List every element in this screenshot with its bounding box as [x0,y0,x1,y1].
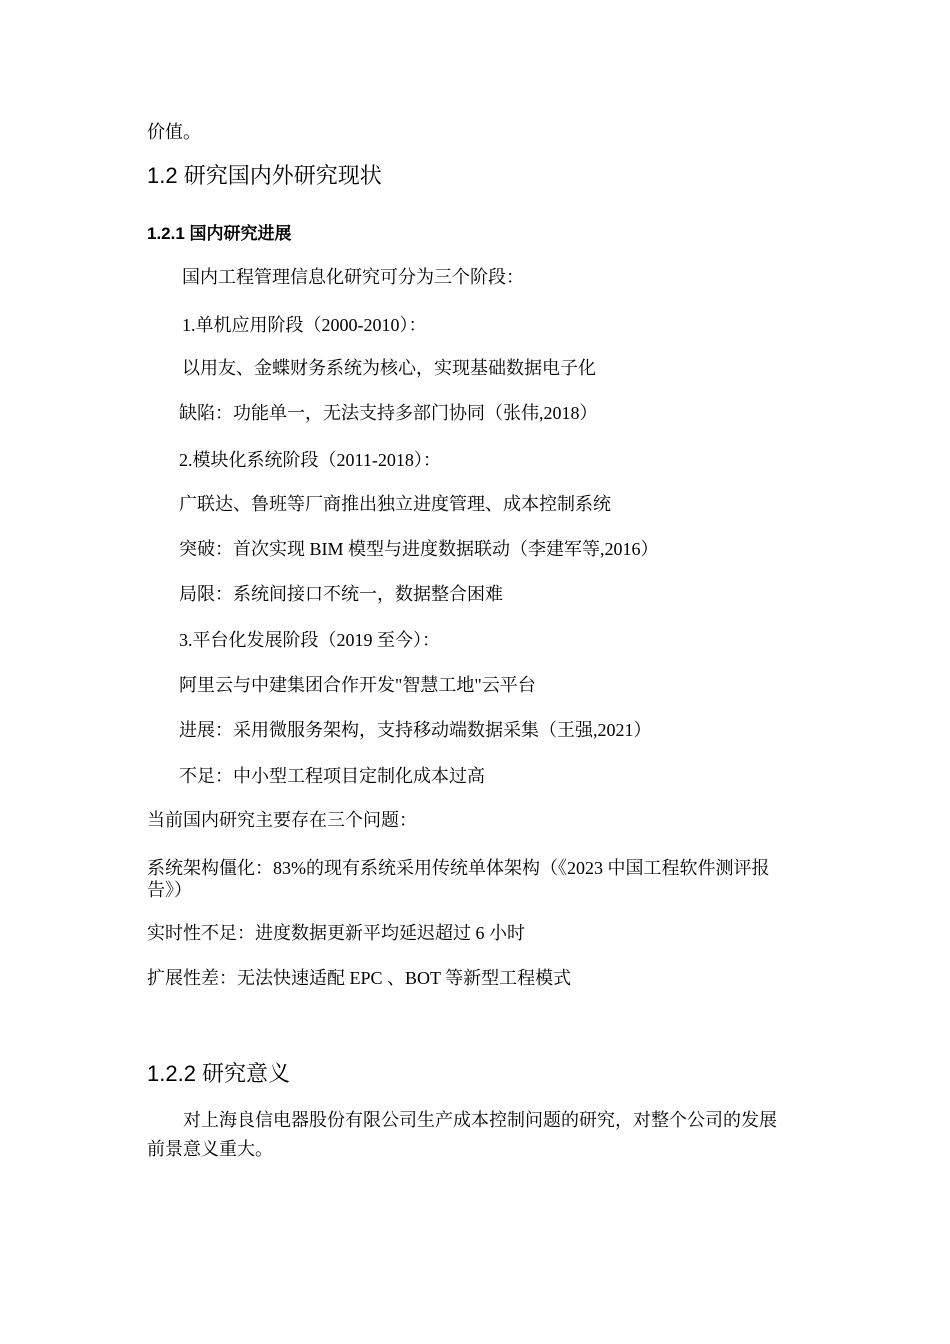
significance-paragraph: 对上海良信电器股份有限公司生产成本控制问题的研究，对整个公司的发展 前景意义重大。 [147,1110,777,1159]
stage1-item-1: 以用友、金蝶财务系统为核心，实现基础数据电子化 [182,358,596,378]
subsection-heading-1-2-1: 1.2.1 国内研究进展 [147,224,292,243]
problem-2: 实时性不足：进度数据更新平均延迟超过 6 小时 [147,923,525,943]
stage2-title: 2.模块化系统阶段（2011-2018）： [179,450,441,470]
stage3-item-1: 阿里云与中建集团合作开发"智慧工地"云平台 [179,675,536,695]
paragraph-tail: 价值。 [147,122,201,142]
problem-3: 扩展性差：无法快速适配 EPC 、BOT 等新型工程模式 [147,968,572,988]
stage2-item-1: 广联达、鲁班等厂商推出独立进度管理、成本控制系统 [179,494,611,514]
problems-intro: 当前国内研究主要存在三个问题： [147,810,417,830]
stage2-item-2: 突破：首次实现 BIM 模型与进度数据联动（李建军等,2016） [179,539,659,559]
problem-1: 系统架构僵化：83%的现有系统采用传统单体架构（《2023 中国工程软件测评报 告》） [147,858,770,900]
stage1-item-2: 缺陷：功能单一，无法支持多部门协同（张伟,2018） [179,403,598,423]
stage1-title: 1.单机应用阶段（2000-2010）： [182,315,427,335]
section-heading-1-2: 1.2 研究国内外研究现状 [147,163,382,188]
stage3-item-3: 不足：中小型工程项目定制化成本过高 [179,766,485,786]
subsection-heading-1-2-2: 1.2.2 研究意义 [147,1061,291,1086]
stage3-title: 3.平台化发展阶段（2019 至今）： [179,630,440,650]
stage3-item-2: 进展：采用微服务架构，支持移动端数据采集（王强,2021） [179,720,652,740]
intro-paragraph: 国内工程管理信息化研究可分为三个阶段： [182,267,524,287]
stage2-item-3: 局限：系统间接口不统一，数据整合困难 [179,584,503,604]
